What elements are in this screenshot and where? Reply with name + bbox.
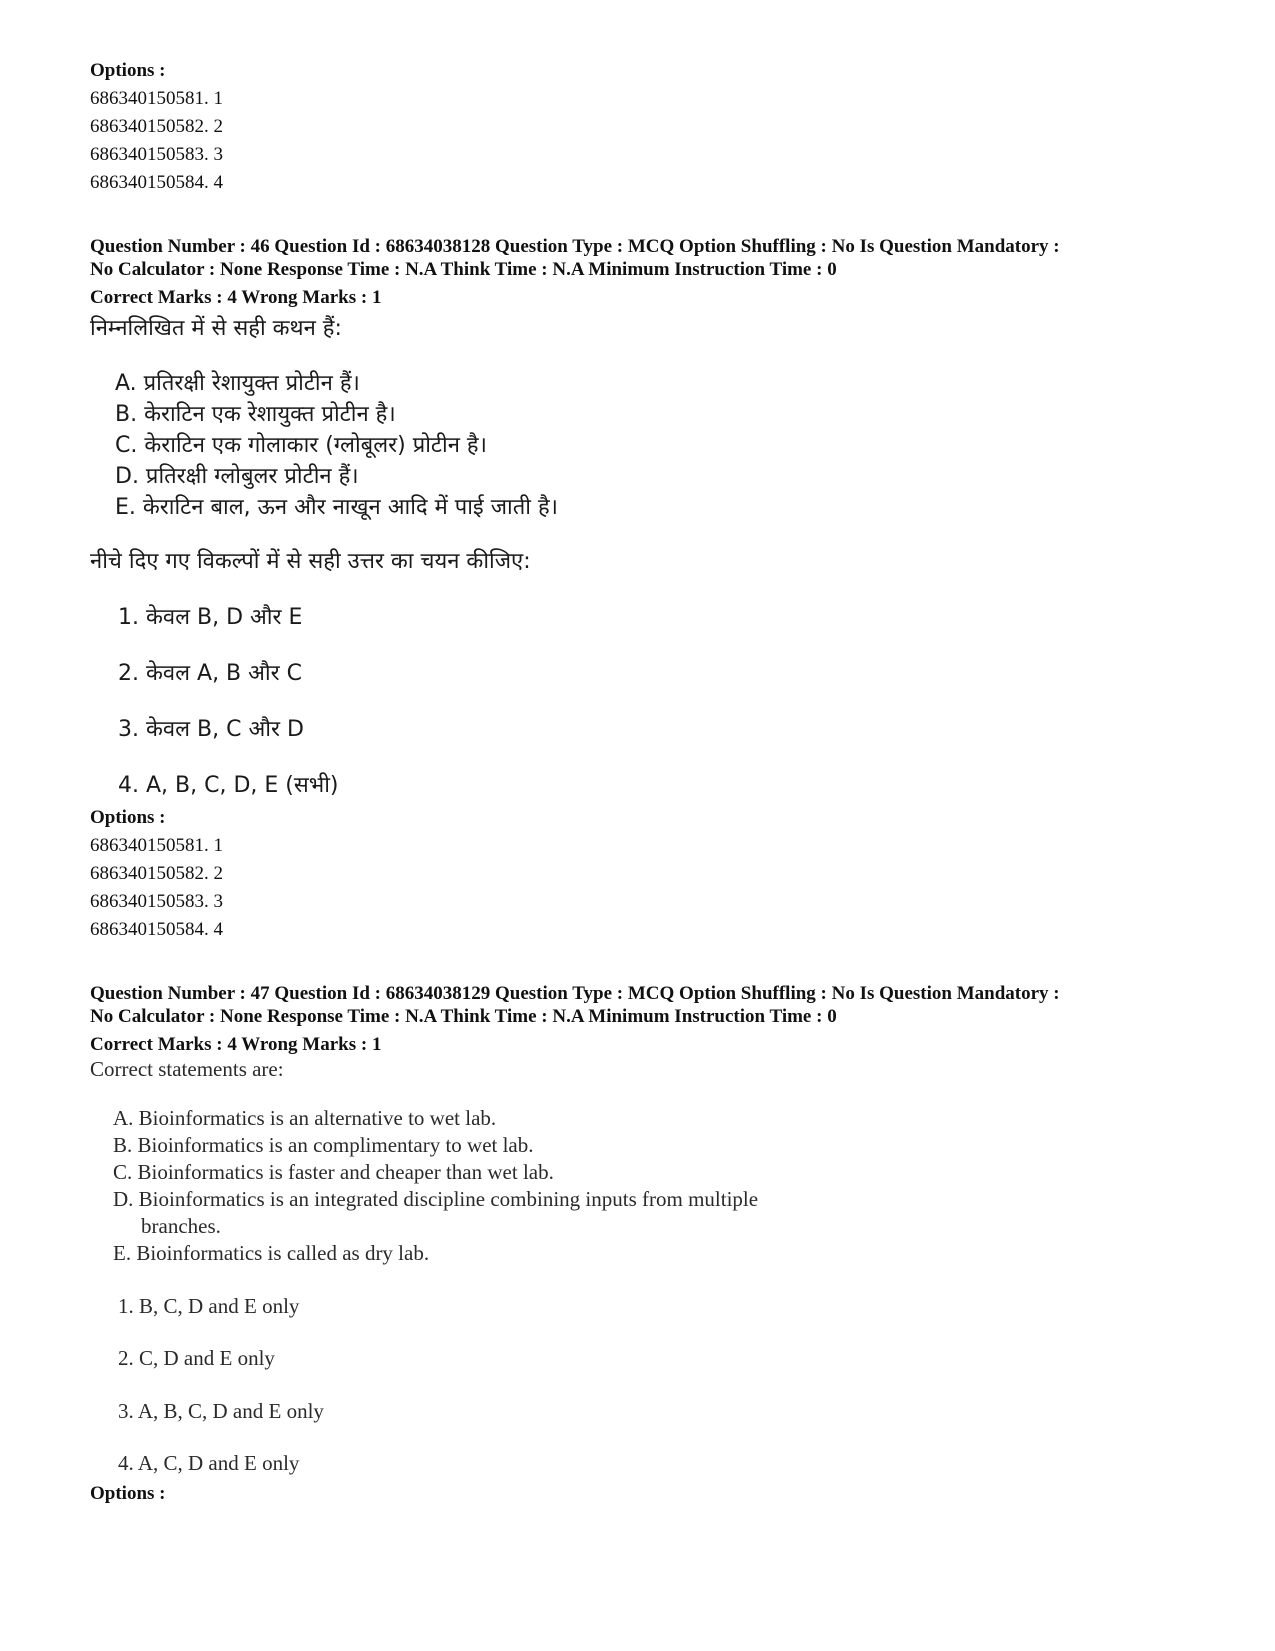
q46-statement: C. केराटिन एक गोलाकार (ग्लोबूलर) प्रोटीन है। — [115, 433, 487, 458]
q46-options-label: Options : — [90, 807, 166, 828]
q47-meta-line2: No Calculator : None Response Time : N.A Think Time : N.A Minimum Instruction Time : 0 — [90, 1006, 837, 1027]
q46-meta-line2: No Calculator : None Response Time : N.A Think Time : N.A Minimum Instruction Time : 0 — [90, 259, 837, 280]
q47-statement: D. Bioinformatics is an integrated discipline combining inputs from multiple — [113, 1187, 759, 1211]
top-option-item: 686340150584. 4 — [90, 172, 223, 193]
q46-statement: B. केराटिन एक रेशायुक्त प्रोटीन है। — [115, 402, 396, 427]
q46-choice: 1. केवल B, D और E — [118, 605, 303, 630]
q46-choice: 4. A, B, C, D, E (सभी) — [118, 773, 339, 798]
q47-options-label: Options : — [90, 1483, 166, 1504]
q46-statement: A. प्रतिरक्षी रेशायुक्त प्रोटीन हैं। — [115, 371, 360, 396]
q46-instruction: नीचे दिए गए विकल्पों में से सही उत्तर का चयन कीजिए: — [90, 549, 531, 574]
top-option-item: 686340150583. 3 — [90, 144, 223, 165]
q46-choice: 2. केवल A, B और C — [118, 661, 303, 686]
q46-stem: निम्नलिखित में से सही कथन हैं: — [90, 316, 342, 341]
q47-choice: 3. A, B, C, D and E only — [118, 1399, 324, 1423]
q47-choice: 2. C, D and E only — [118, 1346, 275, 1370]
q46-marks: Correct Marks : 4 Wrong Marks : 1 — [90, 287, 382, 308]
q47-statement-continuation: branches. — [141, 1214, 221, 1238]
q46-choice: 3. केवल B, C और D — [118, 717, 304, 742]
q46-option-item: 686340150581. 1 — [90, 835, 223, 856]
q46-option-item: 686340150584. 4 — [90, 919, 223, 940]
q46-statement: E. केराटिन बाल, ऊन और नाखून आदि में पाई जाती है। — [115, 495, 558, 520]
q47-statement: B. Bioinformatics is an complimentary to wet lab. — [113, 1133, 534, 1157]
q46-statement: D. प्रतिरक्षी ग्लोबुलर प्रोटीन हैं। — [115, 464, 359, 489]
q47-marks: Correct Marks : 4 Wrong Marks : 1 — [90, 1034, 382, 1055]
q47-statement: E. Bioinformatics is called as dry lab. — [113, 1241, 430, 1265]
q47-stem: Correct statements are: — [90, 1057, 284, 1081]
q47-meta-line1: Question Number : 47 Question Id : 68634038129 Question Type : MCQ Option Shuffling : No Is Question Mandatory : — [90, 983, 1060, 1004]
q47-statement: C. Bioinformatics is faster and cheaper than wet lab. — [113, 1160, 554, 1184]
top-option-item: 686340150582. 2 — [90, 116, 223, 137]
q46-option-item: 686340150583. 3 — [90, 891, 223, 912]
top-options-label: Options : — [90, 60, 166, 81]
q47-statement: A. Bioinformatics is an alternative to wet lab. — [113, 1106, 497, 1130]
q47-choice: 4. A, C, D and E only — [118, 1451, 300, 1475]
q46-option-item: 686340150582. 2 — [90, 863, 223, 884]
top-option-item: 686340150581. 1 — [90, 88, 223, 109]
q47-choice: 1. B, C, D and E only — [118, 1294, 300, 1318]
q46-meta-line1: Question Number : 46 Question Id : 68634038128 Question Type : MCQ Option Shuffling : No Is Question Mandatory : — [90, 236, 1060, 257]
